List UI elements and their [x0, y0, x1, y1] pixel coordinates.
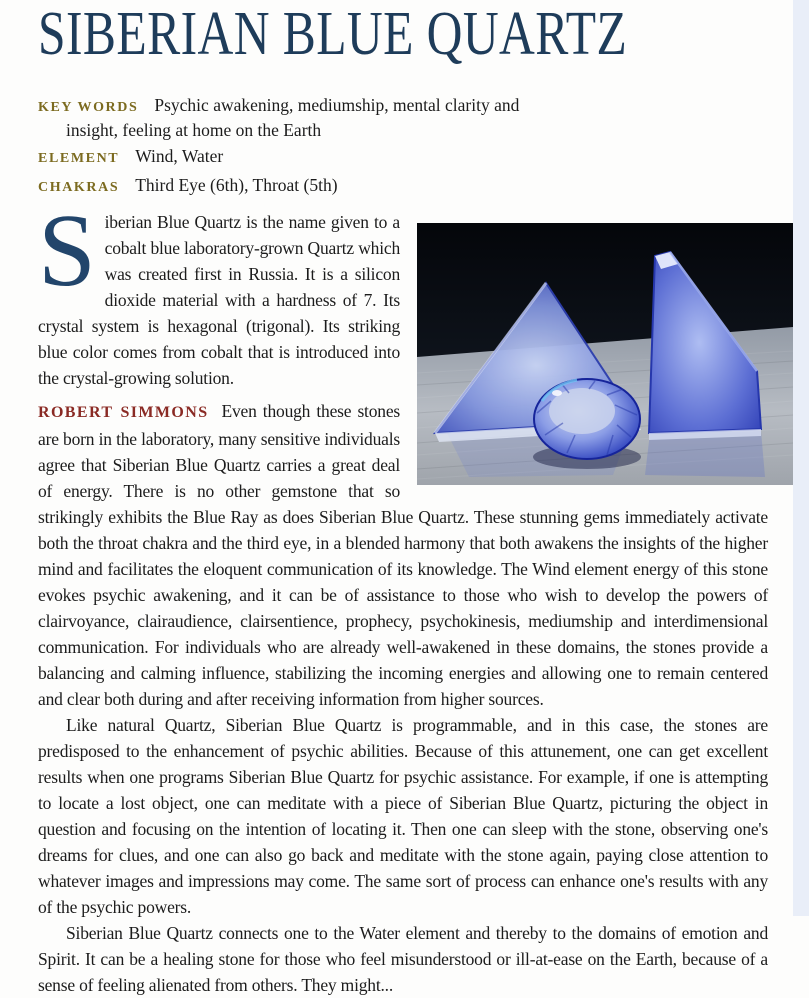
chakras-label: CHAKRAS [38, 180, 120, 195]
intro-text: iberian Blue Quartz is the name given to a cobalt blue laboratory-grown Quartz which was created first in Russia. It is a silicon dioxide material with a hardness of 7. Its crystal system is hexagonal (trigonal). Its striking blue color comes from cobalt that is introduced into the crystal-growing solution. [38, 212, 400, 388]
simmons-text: Even though these stones are born in the laboratory, many sensitive individuals agree that Siberian Blue Quartz carries a great deal of energy. There is no other gemstone that so strikingly exhibits the Blue Ray as does Siberian Blue Quartz. These stunning gems immediately activate both the throat chakra and the third eye, in a blended harmony that both awakens the insights of the higher mind and facilitates the eloquent communication of its knowledge. The Wind element energy of this stone evokes psychic awakening, and it can be of assistance to those who wish to develop the powers of clairvoyance, clairaudience, clairsentience, prophecy, psychokinesis, mediumship and interdimensional communication. For individuals who are already well-awakened in these domains, the stones provide a balancing and calming influence, stabilizing the incoming energies and allowing one to remain centered and clear both during and after receiving information from higher sources. [38, 401, 768, 709]
keywords-label: KEY WORDS [38, 100, 139, 115]
meta-row-keywords [38, 94, 558, 141]
chakras-value: Third Eye (6th), Throat (5th) [135, 175, 338, 195]
programming-paragraph: Like natural Quartz, Siberian Blue Quartz is programmable, and in this case, the stones are predisposed to the enhancement of psychic abilities. Because of this attunement, one can get excellent results when one programs Siberian Blue Quartz for psychic assistance. For example, if one is attempting to locate a lost object, one can meditate with a piece of Siberian Blue Quartz, picturing the object in question and focusing on the intention of locating it. Then one can sleep with the stone, observing one's dreams for clues, and one can also go back and meditate with the stone again, paying close attention to whatever images and impressions may come. The same sort of process can enhance one's results with any of the psychic powers. [38, 715, 768, 917]
element-value: Wind, Water [135, 146, 224, 166]
article-body [38, 193, 768, 998]
page-title: SIBERIAN BLUE QUARTZ [38, 0, 628, 68]
page-edge-strip [793, 0, 809, 916]
book-page [38, 0, 768, 995]
water-element-paragraph: Siberian Blue Quartz connects one to the Water element and thereby to the domains of emotion and Spirit. It can be a healing stone for those who feel misunderstood or ill-at-ease on the Earth, because of a sense of feeling alienated from others. They might... [38, 923, 768, 995]
stone-photo-illustration [417, 223, 793, 485]
drop-cap: S [38, 193, 96, 308]
element-label: ELEMENT [38, 151, 120, 166]
meta-row-chakras [38, 174, 558, 199]
author-label: ROBERT SIMMONS [38, 404, 209, 421]
keywords-value: Psychic awakening, mediumship, mental clarity and insight, feeling at home on the Earth [66, 95, 520, 140]
meta-block [38, 94, 768, 199]
stone-photo [417, 223, 793, 485]
meta-row-element [38, 145, 558, 170]
